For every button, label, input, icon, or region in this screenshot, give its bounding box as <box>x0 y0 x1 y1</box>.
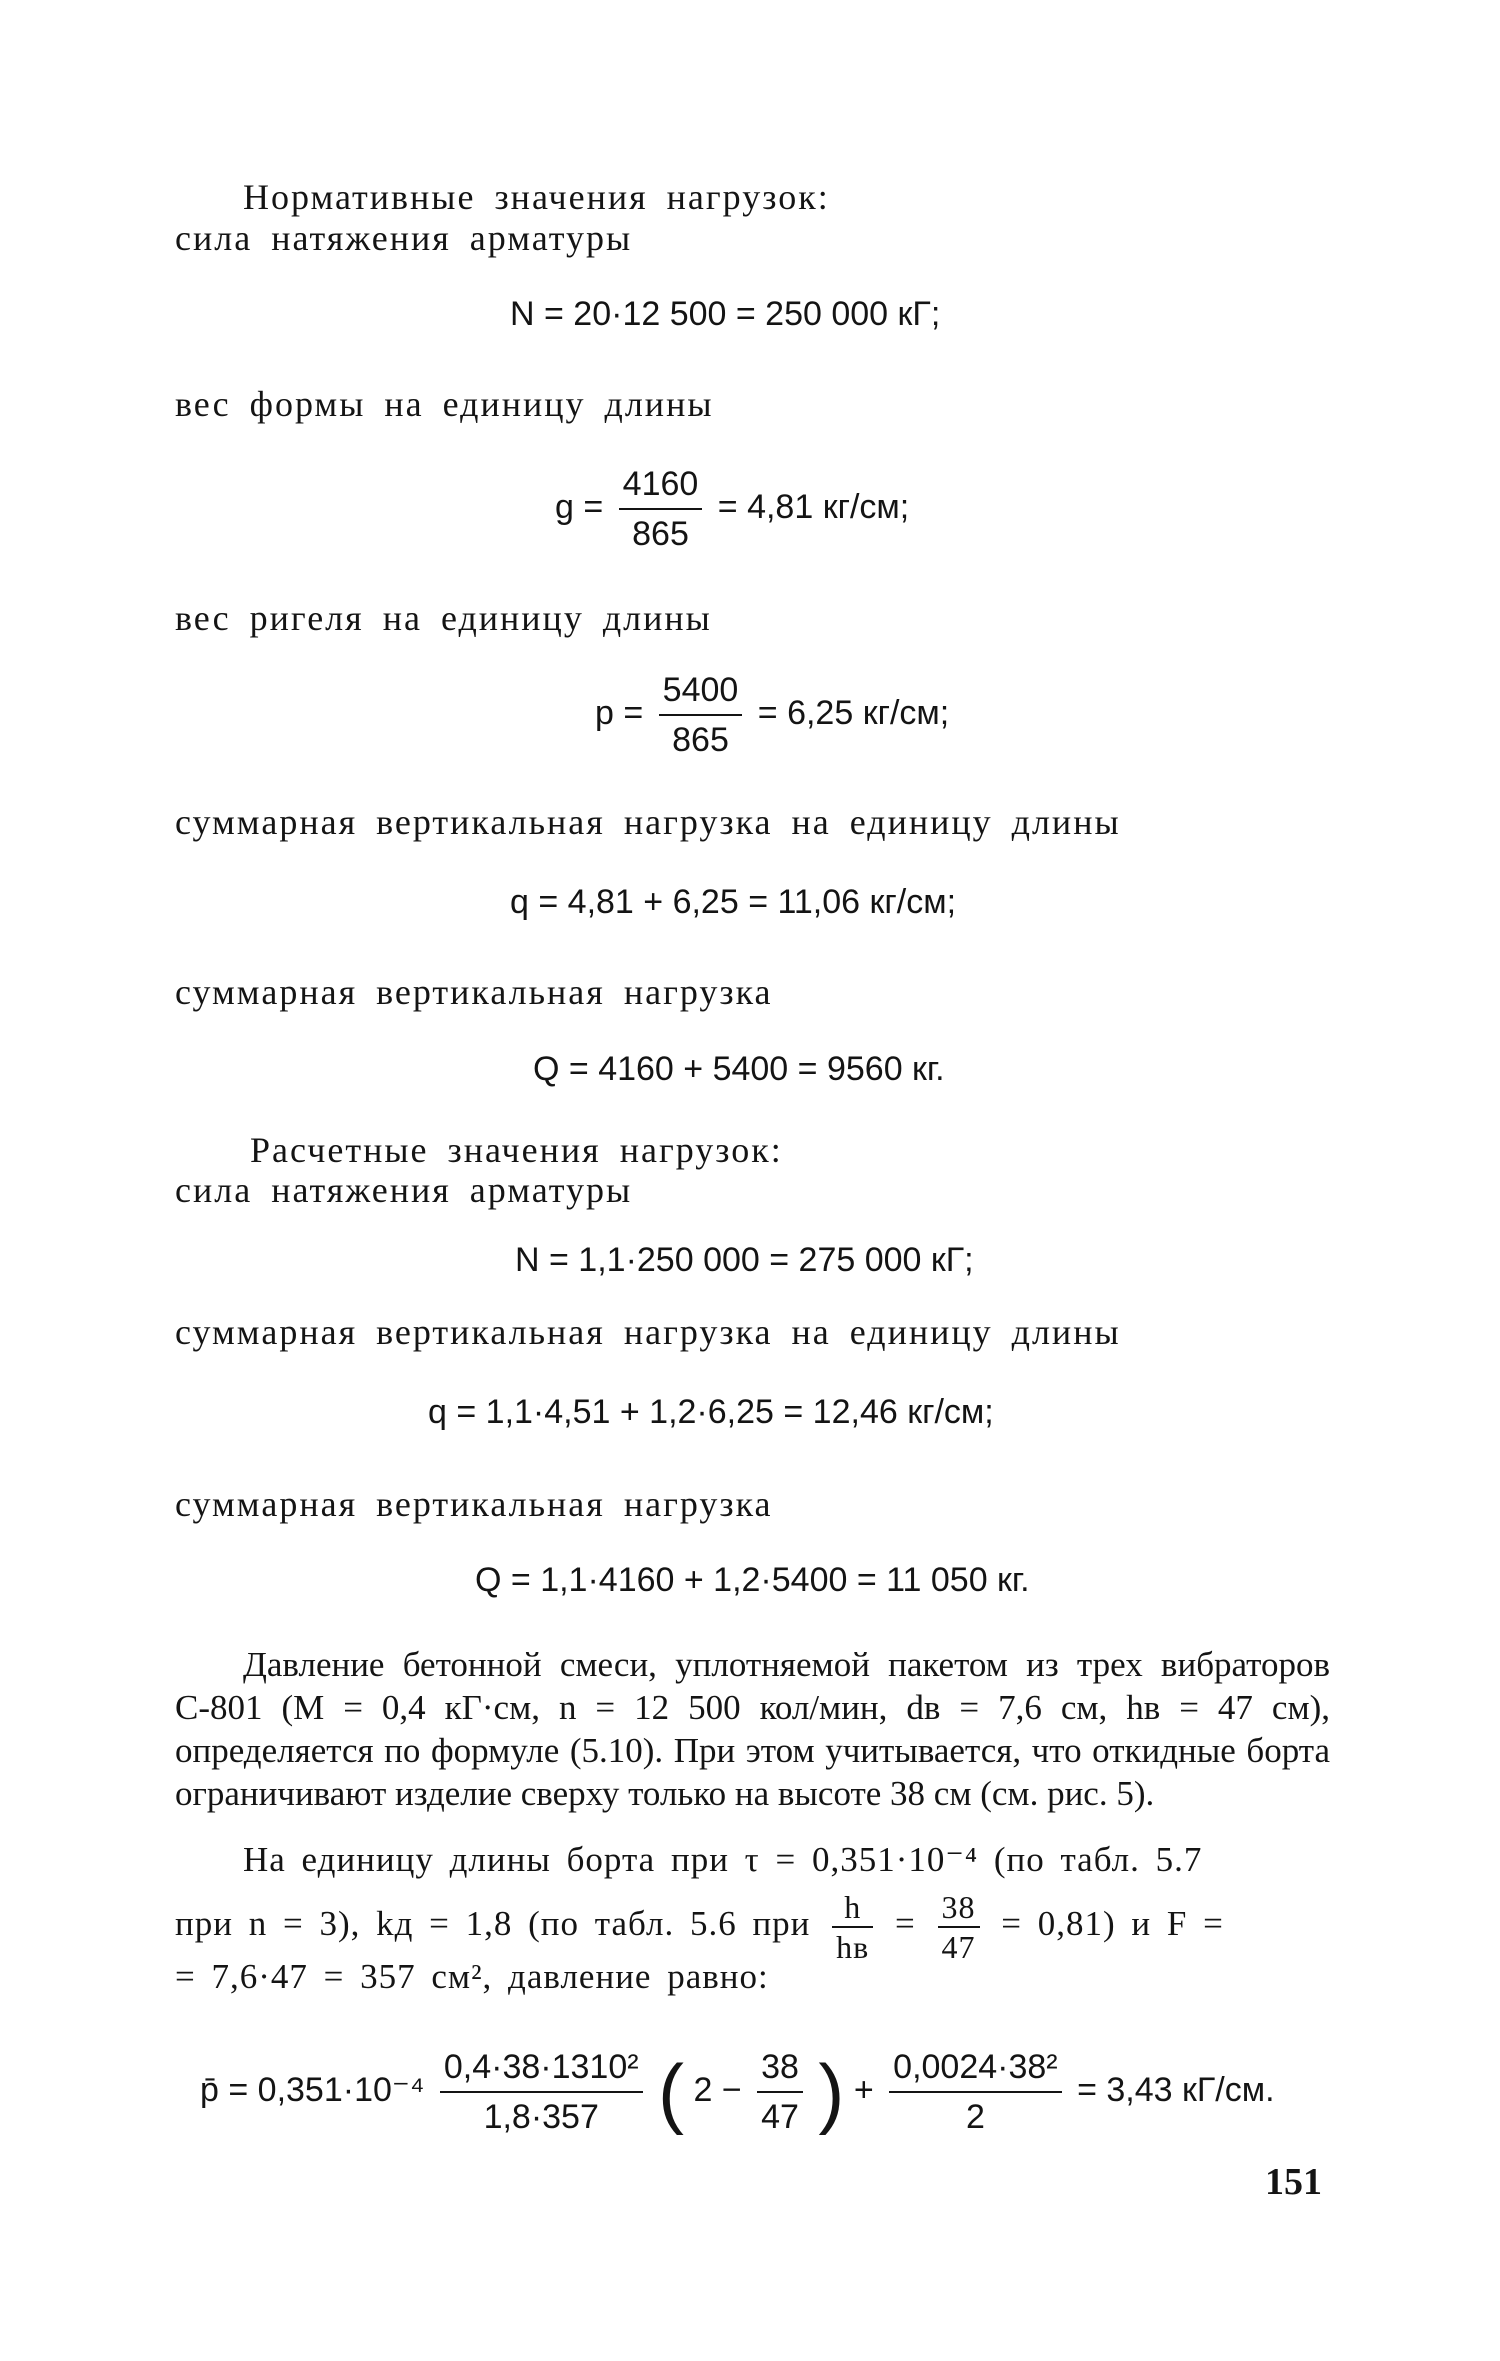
final-eq-left: p̄ = 0,351·10⁻⁴ <box>200 2070 425 2109</box>
equation-g-left: g = <box>555 487 604 526</box>
para2-fraction-38-47 <box>938 1890 980 1964</box>
design-heading: Расчетные значения нагрузок: <box>250 1130 783 1170</box>
paragraph-concrete-pressure-text: Давление бетонной смеси, уплотняемой пакетом из трех вибраторов С-801 (M = 0,4 кГ·см, n = 12 500 кол/мин, dв = 7,6 см, hв = 47 см), определяется по формуле (5.10). При этом учитывается, что откидные борта ограничивают изделие сверху только на высоте 38 см (см. рис. 5). <box>175 1645 1330 1813</box>
equation-q: q = 4,81 + 6,25 = 11,06 кг/см; <box>510 883 957 921</box>
final-equation <box>200 2045 1275 2139</box>
para2-line2-b: = 0,81) и F = <box>1001 1904 1224 1944</box>
equation-q2: q = 1,1·4,51 + 1,2·6,25 = 12,46 кг/см; <box>428 1393 994 1431</box>
para2-frac1-den: hв <box>836 1929 870 1965</box>
normative-heading: Нормативные значения нагрузок: <box>243 177 830 217</box>
para2-equals: = <box>895 1904 916 1944</box>
equation-N: N = 20·12 500 = 250 000 кГ; <box>510 295 941 333</box>
para2-line1: На единицу длины борта при τ = 0,351·10⁻⁴ (по табл. 5.7 <box>243 1840 1203 1879</box>
final-frac1-den: 1,8·357 <box>483 2098 599 2136</box>
para2-fraction-h-hv <box>832 1890 873 1964</box>
final-fraction-2 <box>757 2045 803 2139</box>
final-frac2-den: 47 <box>761 2098 799 2136</box>
paragraph-concrete-pressure <box>175 1643 1330 1815</box>
equation-Q: Q = 4160 + 5400 = 9560 кг. <box>533 1050 945 1088</box>
para2-frac1-num: h <box>832 1890 873 1928</box>
equation-g-denominator: 865 <box>632 515 689 553</box>
final-frac2-num: 38 <box>757 2045 803 2093</box>
final-plus: + <box>853 2070 874 2109</box>
para2-line2 <box>175 1890 1224 1964</box>
para2-frac2-den: 47 <box>941 1929 976 1965</box>
tension-label-1: сила натяжения арматуры <box>175 218 633 258</box>
final-eq-right: = 3,43 кГ/см. <box>1077 2070 1275 2109</box>
equation-g-fraction <box>619 462 703 556</box>
total-vertical-per-length-label-2: суммарная вертикальная нагрузка на единицу длины <box>175 1312 1121 1352</box>
para2-line2-a: при n = 3), kд = 1,8 (по табл. 5.6 при <box>175 1904 811 1944</box>
equation-p-numerator: 5400 <box>659 668 743 716</box>
equation-g <box>555 462 909 556</box>
equation-N2: N = 1,1·250 000 = 275 000 кГ; <box>515 1241 974 1279</box>
equation-p-denominator: 865 <box>672 721 729 759</box>
equation-g-numerator: 4160 <box>619 462 703 510</box>
total-vertical-label-2: суммарная вертикальная нагрузка <box>175 1484 773 1524</box>
total-vertical-per-length-label-1: суммарная вертикальная нагрузка на единицу длины <box>175 802 1121 842</box>
equation-g-right: = 4,81 кг/см; <box>717 487 910 526</box>
girder-weight-label: вес ригеля на единицу длины <box>175 598 712 638</box>
final-fraction-1 <box>440 2045 643 2139</box>
total-vertical-label-1: суммарная вертикальная нагрузка <box>175 972 773 1012</box>
form-weight-label: вес формы на единицу длины <box>175 384 714 424</box>
tension-label-2: сила натяжения арматуры <box>175 1170 633 1210</box>
final-frac1-num: 0,4·38·1310² <box>440 2045 643 2093</box>
right-paren: ) <box>818 2048 845 2136</box>
equation-Q2: Q = 1,1·4160 + 1,2·5400 = 11 050 кг. <box>475 1561 1030 1599</box>
final-frac3-den: 2 <box>965 2098 985 2136</box>
final-fraction-3 <box>889 2045 1061 2139</box>
final-paren-inner-left: 2 − <box>693 2070 742 2109</box>
equation-p-fraction <box>659 668 743 762</box>
para2-line3: = 7,6·47 = 357 см², давление равно: <box>175 1957 769 1996</box>
para2-frac2-num: 38 <box>938 1890 980 1928</box>
final-frac3-num: 0,0024·38² <box>889 2045 1061 2093</box>
left-paren: ( <box>658 2048 685 2136</box>
equation-p-left: p = <box>595 693 644 732</box>
equation-p-right: = 6,25 кг/см; <box>757 693 950 732</box>
equation-p <box>595 668 949 762</box>
page-number: 151 <box>1265 2161 1322 2203</box>
